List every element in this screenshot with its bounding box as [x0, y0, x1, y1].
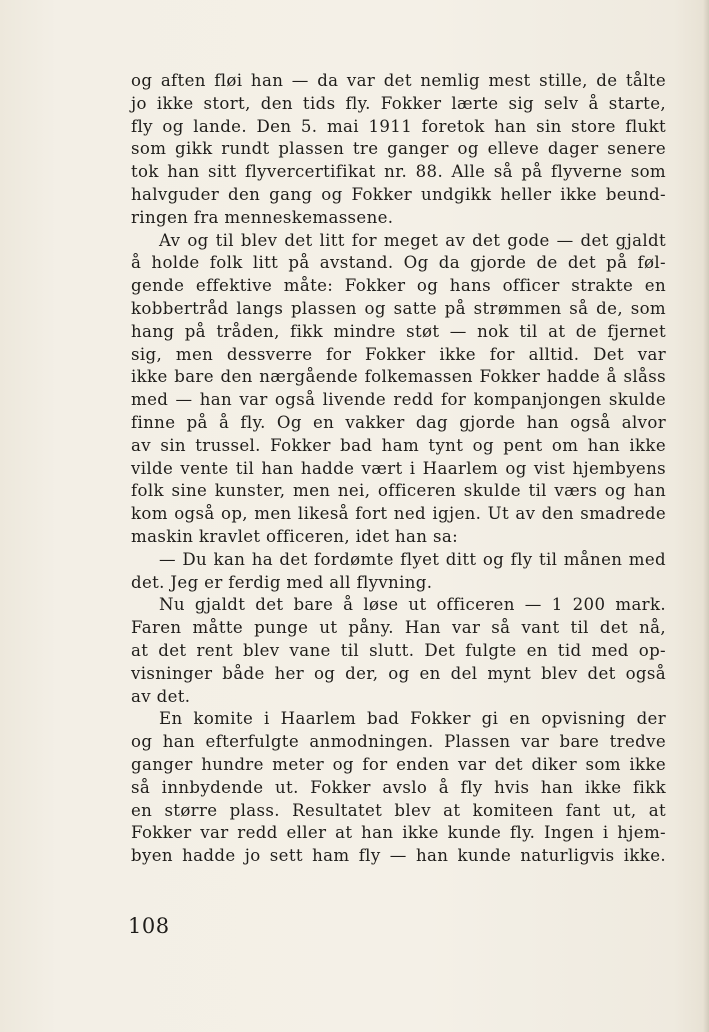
text-line: visninger både her og der, og en del mynt blev det også [131, 663, 666, 683]
text-line: jo ikke stort, den tids fly. Fokker lærte sig selv å starte, [131, 93, 666, 113]
body-text [131, 70, 666, 868]
page-number: 108 [128, 914, 170, 938]
text-line: som gikk rundt plassen tre ganger og elleve dager senere [131, 139, 666, 159]
text-line: ganger hundre meter og for enden var det diker som ikke [131, 754, 666, 774]
text-line: tok han sitt flyvercertifikat nr. 88. Alle så på flyverne som [131, 162, 666, 182]
text-line: fly og lande. Den 5. mai 1911 foretok han sin store flukt [131, 116, 666, 136]
text-line: at det rent blev vane til slutt. Det fulgte en tid med op- [131, 640, 666, 660]
text-line: ikke bare den nærgående folkemassen Fokker hadde å slåss [131, 367, 666, 387]
text-line: kobbertråd langs plassen og satte på strømmen så de, som [131, 298, 666, 318]
text-line: det. Jeg er ferdig med all flyvning. [131, 572, 433, 592]
text-line: Nu gjaldt det bare å løse ut officeren — 1 200 mark. [159, 595, 666, 615]
text-line: folk sine kunster, men nei, officeren skulde til værs og han [131, 481, 666, 501]
text-line: Fokker var redd eller at han ikke kunde fly. Ingen i hjem- [131, 823, 666, 843]
text-line: halvguder den gang og Fokker undgikk heller ikke beund- [131, 184, 666, 204]
text-line: — Du kan ha det fordømte flyet ditt og fly til månen med [159, 549, 666, 569]
text-line: maskin kravlet officeren, idet han sa: [131, 526, 459, 546]
text-line: og han efterfulgte anmodningen. Plassen var bare tredve [131, 732, 666, 752]
text-line: å holde folk litt på avstand. Og da gjorde de det på føl- [131, 253, 666, 273]
text-line: Av og til blev det litt for meget av det gode — det gjaldt [159, 230, 666, 250]
text-line: finne på å fly. Og en vakker dag gjorde han også alvor [131, 412, 666, 432]
text-line: kom også op, men likeså fort ned igjen. Ut av den smadrede [131, 504, 666, 524]
text-line: så innbydende ut. Fokker avslo å fly hvis han ikke fikk [131, 777, 666, 797]
text-line: ringen fra menneskemassene. [131, 207, 394, 227]
text-line: hang på tråden, fikk mindre støt — nok til at de fjernet [131, 321, 666, 341]
text-line: sig, men dessverre for Fokker ikke for alltid. Det var [131, 344, 666, 364]
text-line: av sin trussel. Fokker bad ham tynt og pent om han ikke [131, 435, 666, 455]
text-line: og aften fløi han — da var det nemlig mest stille, de tålte [131, 71, 666, 90]
text-line: gende effektive måte: Fokker og hans officer strakte en [131, 276, 666, 296]
text-line: av det. [131, 686, 191, 706]
text-line: med — han var også livende redd for kompanjongen skulde [131, 390, 666, 410]
text-line: Faren måtte punge ut påny. Han var så vant til det nå, [131, 618, 666, 638]
text-line: vilde vente til han hadde vært i Haarlem og vist hjembyens [131, 458, 666, 478]
text-line: En komite i Haarlem bad Fokker gi en opvisning der [159, 709, 666, 729]
text-line: en større plass. Resultatet blev at komiteen fant ut, at [131, 800, 666, 820]
text-line: byen hadde jo sett ham fly — han kunde naturligvis ikke. [131, 846, 666, 866]
page-edge-shadow [703, 0, 709, 1032]
